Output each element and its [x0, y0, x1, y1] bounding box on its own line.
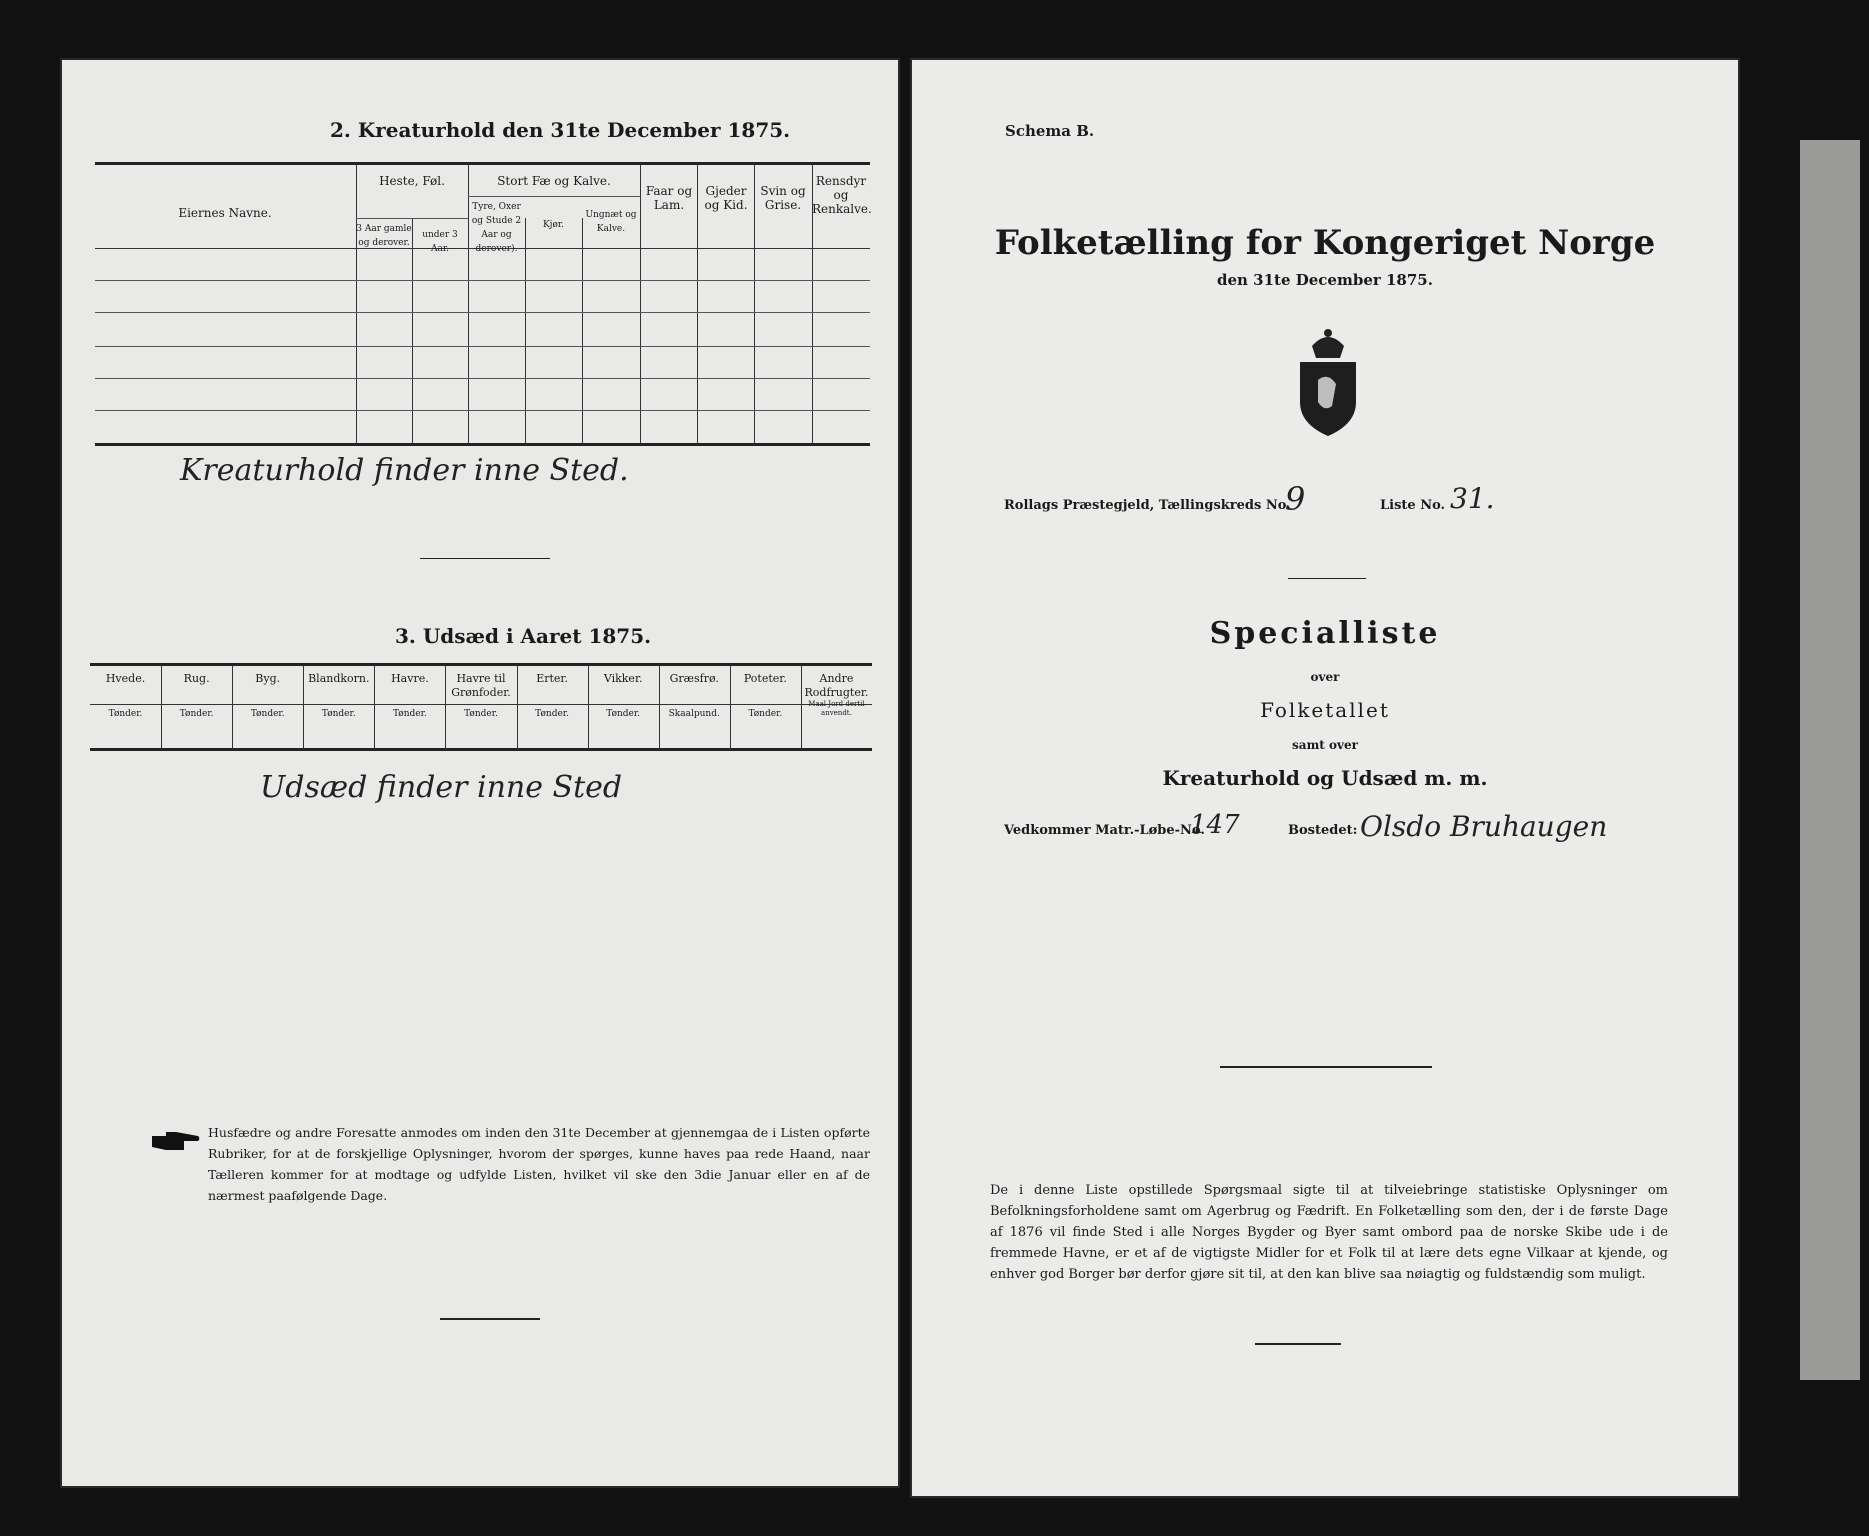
col-owner-names: Eiernes Navne. [178, 206, 272, 220]
cattle-cows: Kjør. [542, 220, 565, 230]
table2-vline [640, 164, 641, 444]
table3-col-name: Andre Rodfrugter. [804, 672, 869, 699]
table3-col-unit: Tønder. [464, 709, 498, 719]
table3-col-name: Havre. [391, 672, 429, 685]
table3-col-unit: Tønder. [321, 709, 356, 719]
table3-col-name: Vikker. [603, 672, 643, 685]
over-label: over [1310, 670, 1340, 684]
table3-col-unit: Tønder. [535, 709, 569, 719]
specialliste-heading: Specialliste [1209, 616, 1441, 651]
pointing-hand-icon [150, 1130, 202, 1152]
table3-hline [90, 704, 872, 705]
table2-hline [468, 196, 640, 197]
table3-col-name: Hvede. [105, 672, 146, 685]
horses-3yr: 3 Aar gamle og derover. [356, 224, 412, 248]
table2-hline [356, 218, 468, 219]
separator-rule [1220, 1066, 1432, 1068]
cattle-bulls: Tyre, Oxer og Stude 2 Aar og derover). [471, 202, 522, 254]
table2-hline [95, 280, 870, 281]
group-cattle: Stort Fæ og Kalve. [497, 174, 611, 188]
schema-label: Schema B. [1005, 122, 1095, 140]
folketallet-heading: Folketallet [1260, 698, 1390, 722]
separator-rule [420, 558, 550, 559]
district-number[interactable]: 9 [1285, 480, 1306, 518]
col-reindeer: Rensdyr og Renkalve. [812, 174, 872, 216]
parish-label: Rollags Præstegjeld, Tællingskreds No. [1004, 498, 1291, 513]
col-pigs: Svin og Grise. [760, 184, 806, 212]
table2-hline [95, 410, 870, 411]
table2-hline [95, 378, 870, 379]
census-title: Folketælling for Kongeriget Norge [994, 223, 1656, 263]
table3-col-name: Poteter. [743, 672, 787, 685]
bosted-value[interactable]: Olsdo Bruhaugen [1360, 810, 1608, 843]
table3-col-unit: Tønder. [606, 709, 641, 719]
table3-col-unit: Tønder. [250, 709, 285, 719]
table2-hline [95, 346, 870, 347]
table3-bottom-rule [90, 748, 872, 751]
section3-title: 3. Udsæd i Aaret 1875. [395, 624, 652, 648]
bottom-rule [440, 1318, 540, 1320]
group-horses: Heste, Føl. [379, 174, 445, 188]
table3-col-unit: Maal Jord dertil anvendt. [808, 700, 865, 717]
notice-text: Husfædre og andre Foresatte anmodes om inden den 31te December at gjennemgaa de i Listen opførte Rubriker, for at de forskjellige Oplysninger, hvorom der spørges, kunne haves paa rede Haand, naar Tælleren kommer for at modtage og udfylde Listen, hvilket vil ske den 3die Januar eller en af de nærmest paafølgende Dage. [208, 1125, 870, 1203]
table3-col-name: Blandkorn. [308, 672, 370, 685]
horses-under3: under 3 Aar. [422, 230, 458, 254]
table3-col-name: Havre til Grønfoder. [451, 672, 511, 699]
table3-col-unit: Tønder. [748, 709, 783, 719]
table3-col-unit: Tønder. [108, 709, 143, 719]
table3-col-unit: Tønder. [179, 709, 214, 719]
table3-col-unit: Skaalpund. [668, 709, 720, 719]
right-page [910, 58, 1740, 1498]
col-goats: Gjeder og Kid. [704, 184, 748, 212]
table3-col-name: Rug. [183, 672, 210, 685]
bosted-label: Bostedet: [1288, 823, 1358, 838]
left-page [60, 58, 900, 1488]
norwegian-coat-of-arms [1292, 328, 1364, 438]
table2-vline [356, 164, 357, 444]
col-sheep: Faar og Lam. [645, 184, 693, 212]
explanation-paragraph: De i denne Liste opstillede Spørgsmaal sigte til at tilveiebringe statistiske Oplysninger om Befolkningsforholdene samt om Agerbrug og Fædrift. En Folketælling som den, der i de første Dage af 1876 vil finde Sted i alle Norges Bygder og Byer samt ombord paa de norske Skibe ude i de fremmede Havne, er et af de vigtigste Midler for et Folk til at lære dets egne Vilkaar at kjende, og enhver god Borger bør derfor gjøre sit til, at den kan blive saa nøiagtig og fuldstændig som muligt. [990, 1183, 1668, 1282]
list-number[interactable]: 31. [1450, 482, 1495, 515]
handwritten-udsaed-note: Udsæd finder inne Sted [260, 770, 623, 805]
separator-rule [1288, 578, 1366, 579]
adjacent-page-edge [1800, 140, 1860, 1380]
list-label: Liste No. [1380, 498, 1446, 513]
handwritten-kreaturhold-note: Kreaturhold finder inne Sted. [180, 453, 629, 488]
table3-col-name: Erter. [536, 672, 568, 685]
samt-over-label: samt over [1292, 738, 1358, 752]
section2-title: 2. Kreaturhold den 31te December 1875. [330, 118, 791, 142]
matr-number[interactable]: 147 [1190, 810, 1240, 840]
table2-hline [95, 312, 870, 313]
matr-label: Vedkommer Matr.-Løbe-No. [1004, 823, 1205, 838]
kreaturhold-heading: Kreaturhold og Udsæd m. m. [1162, 766, 1488, 790]
table3-col-name: Græsfrø. [669, 672, 719, 685]
census-date: den 31te December 1875. [1217, 271, 1433, 289]
bottom-rule [1255, 1343, 1341, 1345]
table3-col-unit: Tønder. [393, 709, 427, 719]
cattle-young: Ungnæt og Kalve. [585, 210, 637, 234]
table3-top-rule [90, 663, 872, 666]
table3-col-name: Byg. [255, 672, 281, 685]
